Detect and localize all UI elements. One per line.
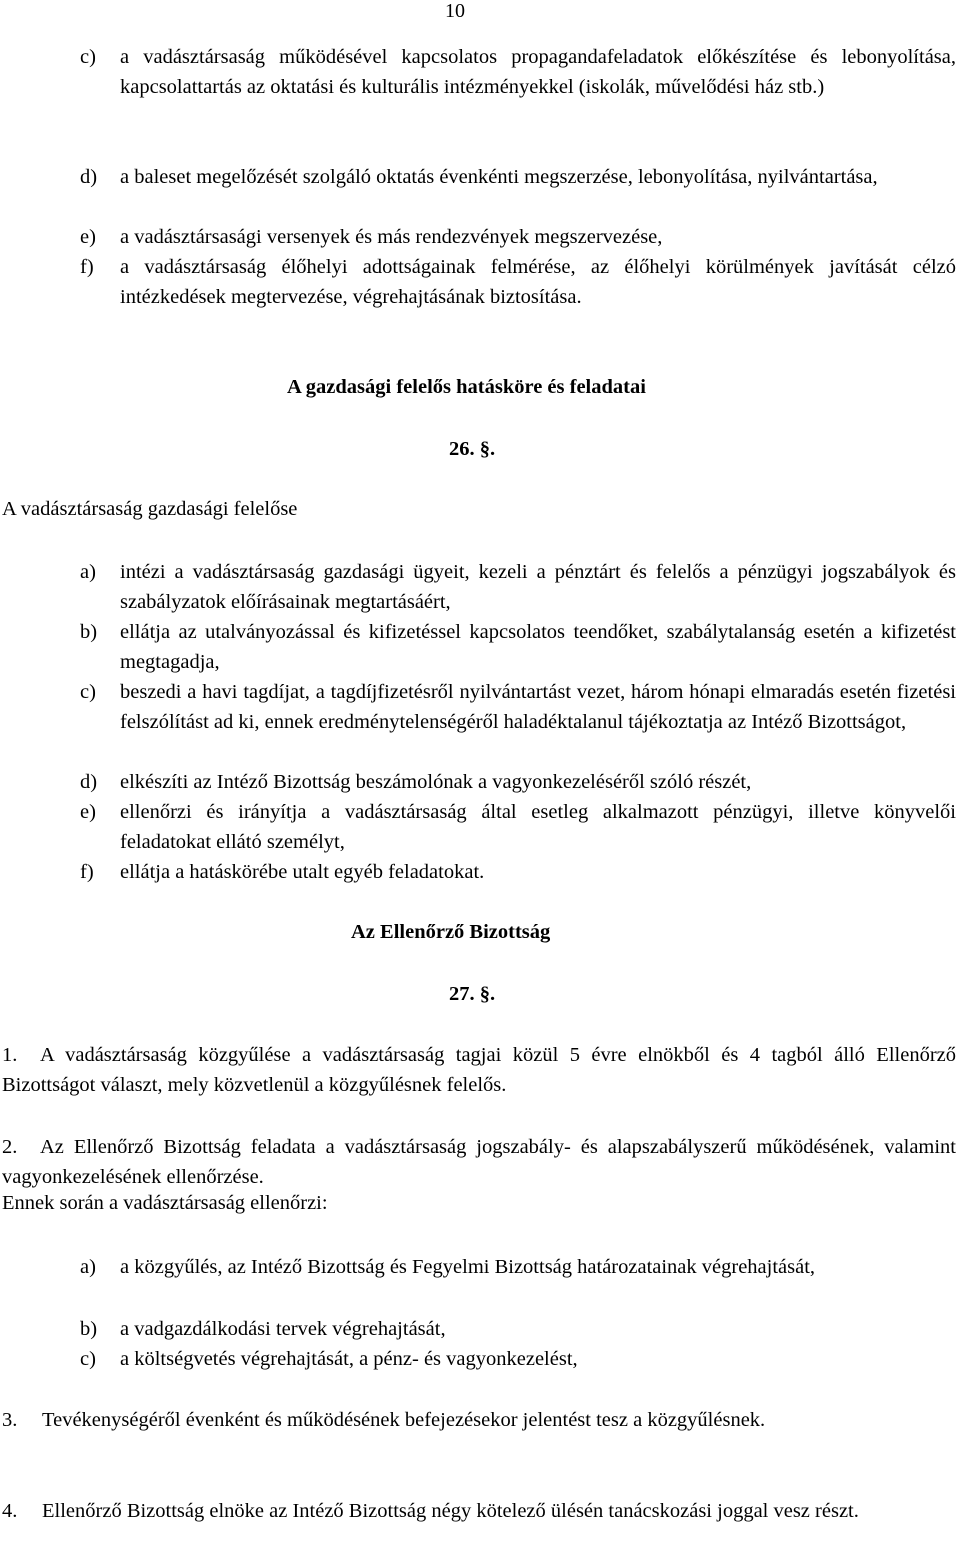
list-item-label: f) — [80, 256, 94, 278]
paragraph-num: 2. — [2, 1136, 18, 1158]
list-item-label: a) — [80, 1256, 96, 1278]
paragraph-num: 4. — [2, 1500, 18, 1522]
list-item-text: a közgyűlés, az Intéző Bizottság és Fegyelmi Bizottság határozatainak végrehajtását, — [120, 1256, 816, 1278]
list-item-text: a vadásztársaság élőhelyi adottságainak felmérése, az élőhelyi körülmények javítását célzó intézkedések megtervezése, végrehajtásának biztosítása. — [120, 256, 956, 308]
list-item-text: a baleset megelőzését szolgáló oktatás évenkénti megszerzése, lebonyolítása, nyilvántartása, — [120, 166, 878, 188]
list-item-label: b) — [80, 1318, 98, 1340]
list-item-label: a) — [80, 561, 96, 583]
list-item-text: a vadgazdálkodási tervek végrehajtását, — [120, 1318, 446, 1340]
section-heading: A gazdasági felelős hatásköre és feladatai — [287, 376, 646, 398]
list-item — [80, 42, 956, 102]
list-item — [80, 252, 956, 312]
paragraph-num: 1. — [2, 1044, 18, 1066]
paragraph-number: 26. §. — [449, 438, 496, 460]
list-item — [80, 617, 956, 677]
paragraph-text: A vadásztársaság közgyűlése a vadásztársaság tagjai közül 5 évre elnökből és 4 tagból álló Ellenőrző Bizottságot választ, mely közvetlenül a közgyűlésnek felelős. — [2, 1044, 956, 1096]
paragraph-text: Tevékenységéről évenként és működésének befejezésekor jelentést tesz a közgyűlésnek. — [42, 1409, 766, 1431]
list-item-text: beszedi a havi tagdíjat, a tagdíjfizetésről nyilvántartást vezet, három hónapi elmaradás esetén fizetési felszólítást ad ki, ennek eredménytelenségéről haladéktalanul tájékoztatja az Intéző Bizottságot, — [120, 681, 956, 733]
list-item-label: c) — [80, 1348, 96, 1370]
list-item-label: e) — [80, 226, 96, 248]
list-item — [80, 767, 956, 797]
paragraph-number: 27. §. — [449, 983, 496, 1005]
list-item-text: elkészíti az Intéző Bizottság beszámolónak a vagyonkezeléséről szóló részét, — [120, 771, 752, 793]
list-item-text: a vadásztársaság működésével kapcsolatos propagandafeladatok előkészítése és lebonyolítása, kapcsolattartás az oktatási és kulturális intézményekkel (iskolák, művelődési ház stb.) — [120, 46, 956, 98]
paragraph-text: Ellenőrző Bizottság elnöke az Intéző Bizottság négy kötelező ülésén tanácskozási joggal vesz részt. — [42, 1500, 859, 1522]
list-item — [80, 1314, 956, 1344]
numbered-paragraph — [2, 1040, 956, 1100]
list-item — [80, 797, 956, 857]
list-item-text: ellátja a hatáskörébe utalt egyéb feladatokat. — [120, 861, 485, 883]
list-item-text: ellenőrzi és irányítja a vadásztársaság által esetleg alkalmazott pénzügyi, illetve könyvelői feladatokat ellátó személyt, — [120, 801, 956, 853]
section-intro: A vadásztársaság gazdasági felelőse — [2, 498, 298, 520]
list-item-label: f) — [80, 861, 94, 883]
paragraph-num: 3. — [2, 1409, 18, 1431]
list-item-label: b) — [80, 621, 98, 643]
page-number: 10 — [445, 0, 465, 22]
list-item-text: a költségvetés végrehajtását, a pénz- és vagyonkezelést, — [120, 1348, 578, 1370]
list-item — [80, 857, 956, 887]
numbered-paragraph — [2, 1496, 956, 1526]
numbered-paragraph — [2, 1132, 956, 1192]
list-item — [80, 1344, 956, 1374]
list-item-label: c) — [80, 46, 96, 68]
section-heading: Az Ellenőrző Bizottság — [351, 921, 551, 943]
paragraph-intro: Ennek során a vadásztársaság ellenőrzi: — [2, 1192, 328, 1214]
list-item — [80, 557, 956, 617]
list-item-label: e) — [80, 801, 96, 823]
list-item — [80, 162, 956, 192]
list-item-text: ellátja az utalványozással és kifizetéssel kapcsolatos teendőket, szabálytalanság esetén a kifizetést megtagadja, — [120, 621, 956, 673]
list-item-label: d) — [80, 166, 98, 188]
list-item-label: c) — [80, 681, 96, 703]
list-item-text: a vadásztársasági versenyek és más rendezvények megszervezése, — [120, 226, 663, 248]
list-item — [80, 677, 956, 737]
numbered-paragraph — [2, 1405, 956, 1435]
list-item-text: intézi a vadásztársaság gazdasági ügyeit, kezeli a pénztárt és felelős a pénzügyi jogszabályok és szabályzatok előírásainak megtartásáért, — [120, 561, 956, 613]
list-item — [80, 222, 956, 252]
list-item — [80, 1252, 956, 1282]
paragraph-text: Az Ellenőrző Bizottság feladata a vadásztársaság jogszabály- és alapszabályszerű működésének, valamint vagyonkezelésének ellenőrzése. — [2, 1136, 956, 1188]
list-item-label: d) — [80, 771, 98, 793]
